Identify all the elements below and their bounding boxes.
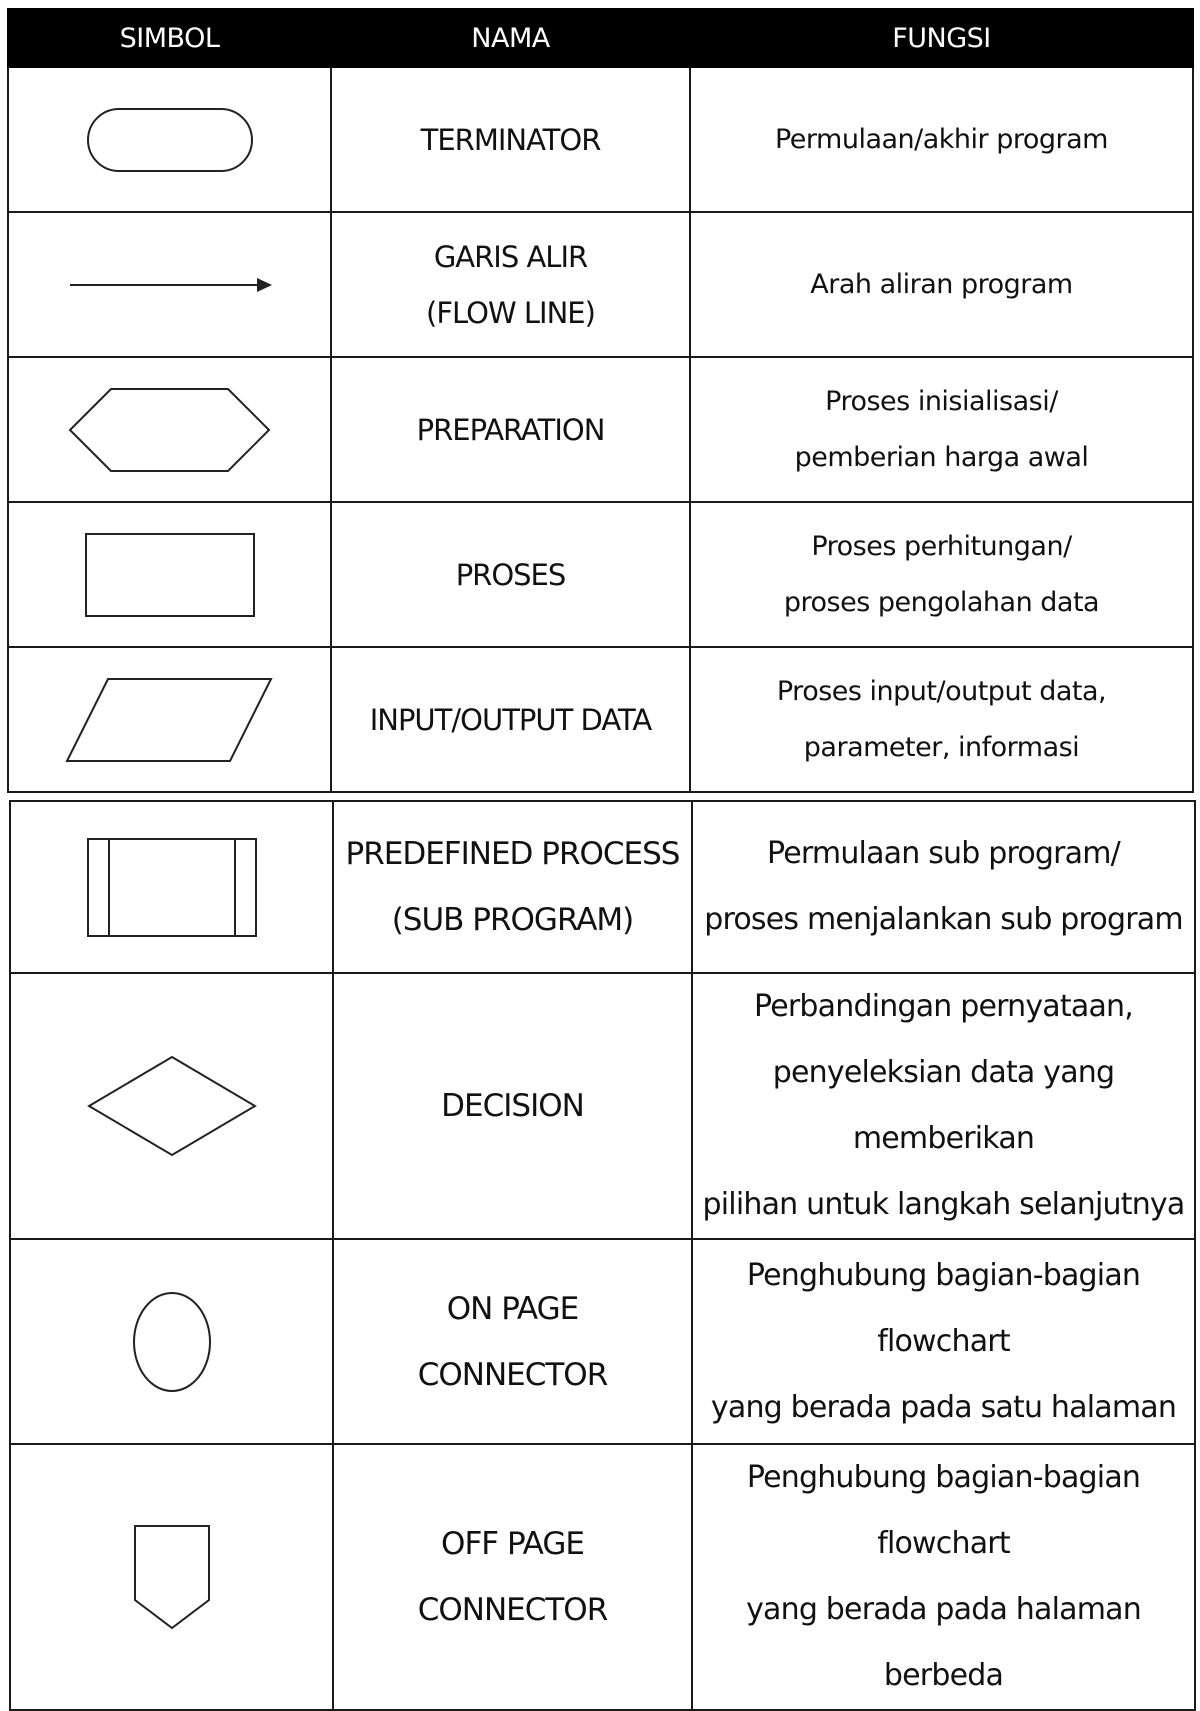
terminator-icon xyxy=(70,100,270,180)
function-text: Proses input/output data, xyxy=(776,675,1107,707)
header-row xyxy=(8,9,1193,67)
table-row xyxy=(10,801,1195,973)
function-text: Proses inisialisasi/ xyxy=(825,385,1058,417)
symbol-cell xyxy=(10,1444,333,1710)
table-row xyxy=(8,67,1193,212)
flowchart-symbol-table-part-2 xyxy=(9,800,1196,1711)
table-row xyxy=(10,973,1195,1239)
function-text: yang berada pada satu halaman xyxy=(710,1389,1177,1425)
name-text: OFF PAGE xyxy=(441,1526,584,1562)
function-text: pemberian harga awal xyxy=(794,441,1089,473)
function-text: flowchart xyxy=(877,1526,1010,1561)
predefined-process-icon xyxy=(82,835,262,940)
function-text: pilihan untuk langkah selanjutnya xyxy=(702,1187,1185,1222)
name-cell xyxy=(333,801,692,973)
function-text: parameter, informasi xyxy=(803,731,1080,763)
function-text: Proses perhitungan/ xyxy=(811,530,1072,562)
flow-line-arrow-icon xyxy=(60,265,280,305)
input-output-parallelogram-icon xyxy=(62,675,277,765)
function-text: proses menjalankan sub program xyxy=(704,902,1183,937)
function-text: Permulaan/akhir program xyxy=(774,123,1108,155)
symbol-cell xyxy=(8,502,331,647)
header-function: FUNGSI xyxy=(690,9,1193,67)
symbol-cell xyxy=(10,973,333,1239)
table-row xyxy=(8,502,1193,647)
function-cell xyxy=(690,212,1193,357)
table-row xyxy=(10,1444,1195,1710)
function-text: proses pengolahan data xyxy=(783,586,1100,618)
flowchart-symbol-table-part-1 xyxy=(7,8,1194,793)
header-symbol: SIMBOL xyxy=(8,9,331,67)
symbol-cell xyxy=(8,212,331,357)
table-row xyxy=(8,212,1193,357)
function-cell xyxy=(692,1444,1195,1710)
name-cell xyxy=(331,647,690,792)
name-text: (SUB PROGRAM) xyxy=(391,902,634,938)
symbol-cell xyxy=(10,1239,333,1444)
function-cell xyxy=(690,647,1193,792)
table-row xyxy=(8,357,1193,502)
process-rectangle-icon xyxy=(80,530,260,620)
name-cell xyxy=(331,502,690,647)
preparation-hexagon-icon xyxy=(65,385,275,475)
name-cell xyxy=(331,357,690,502)
off-page-connector-pentagon-icon xyxy=(127,1522,217,1632)
function-cell xyxy=(690,502,1193,647)
name-cell xyxy=(333,973,692,1239)
symbol-cell xyxy=(10,801,333,973)
function-cell xyxy=(690,357,1193,502)
function-text: Perbandingan pernyataan, xyxy=(754,989,1133,1024)
decision-diamond-icon xyxy=(82,1054,262,1158)
function-text: penyeleksian data yang memberikan xyxy=(772,1055,1115,1156)
function-text: flowchart xyxy=(877,1323,1010,1359)
name-cell xyxy=(331,67,690,212)
header-name: NAMA xyxy=(331,9,690,67)
table-row xyxy=(10,1239,1195,1444)
function-cell xyxy=(692,973,1195,1239)
name-text: TERMINATOR xyxy=(420,122,601,157)
name-text: ON PAGE xyxy=(446,1290,579,1327)
symbol-cell xyxy=(8,67,331,212)
name-text: GARIS ALIR xyxy=(433,239,588,274)
name-text: PREPARATION xyxy=(416,412,605,447)
function-cell xyxy=(692,801,1195,973)
function-text: Penghubung bagian-bagian xyxy=(746,1460,1141,1495)
name-text: PROSES xyxy=(455,557,566,592)
function-cell xyxy=(690,67,1193,212)
name-cell xyxy=(333,1444,692,1710)
name-text: CONNECTOR xyxy=(417,1356,608,1393)
name-cell xyxy=(333,1239,692,1444)
table-row xyxy=(8,647,1193,792)
function-text: Arah aliran program xyxy=(810,268,1073,300)
function-cell xyxy=(692,1239,1195,1444)
name-text: (FLOW LINE) xyxy=(426,295,595,330)
name-text: INPUT/OUTPUT DATA xyxy=(369,702,652,737)
function-text: Permulaan sub program/ xyxy=(767,836,1120,871)
symbol-cell xyxy=(8,647,331,792)
name-cell xyxy=(331,212,690,357)
on-page-connector-circle-icon xyxy=(127,1288,217,1396)
function-text: Penghubung bagian-bagian xyxy=(746,1257,1141,1293)
name-text: DECISION xyxy=(441,1088,584,1124)
function-text: yang berada pada halaman berbeda xyxy=(746,1592,1141,1693)
name-text: CONNECTOR xyxy=(417,1592,608,1628)
name-text: PREDEFINED PROCESS xyxy=(345,836,680,872)
symbol-cell xyxy=(8,357,331,502)
